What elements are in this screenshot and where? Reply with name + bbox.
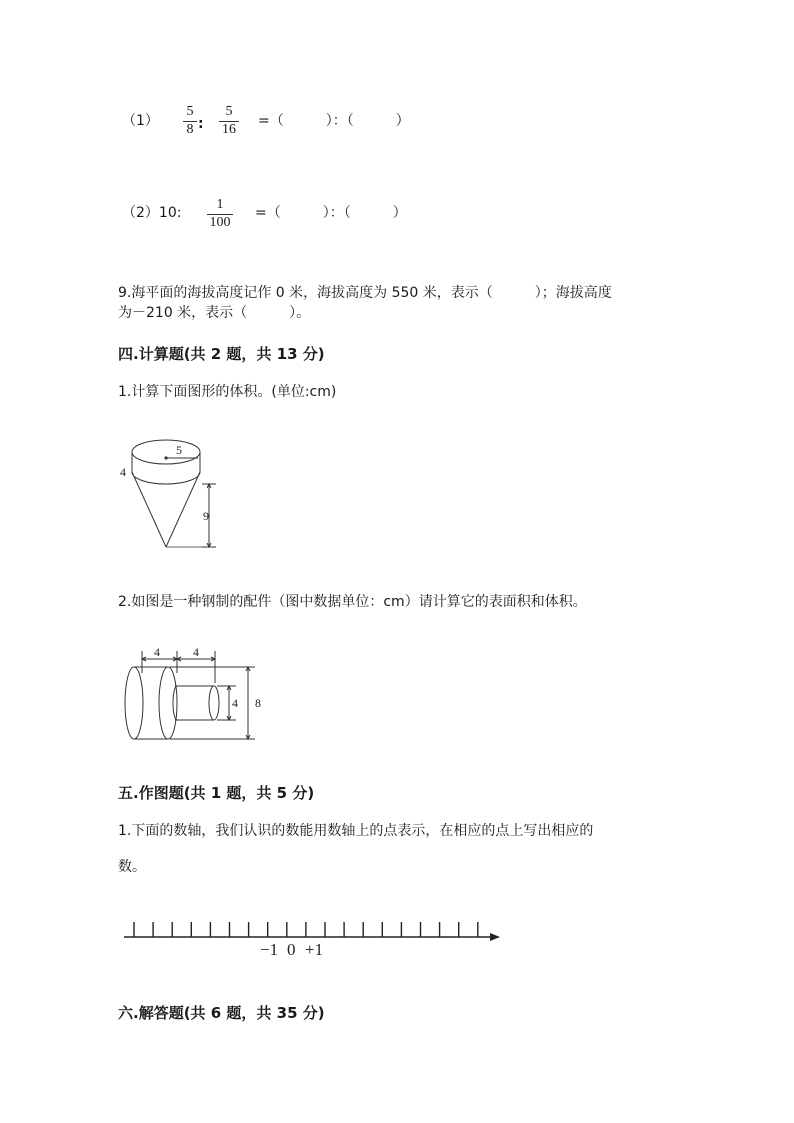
ratio1-label: （1） bbox=[122, 113, 159, 129]
q9-line-1: 9.海平面的海拔高度记作 0 米，海拔高度为 550 米，表示（ ）；海拔高度 bbox=[118, 285, 612, 301]
ratio1-fraction-2 bbox=[219, 105, 239, 137]
section5-q1-line-1: 1.下面的数轴，我们认识的数能用数轴上的点表示，在相应的点上写出相应的 bbox=[118, 823, 594, 839]
ratio2-frac-numerator: 1 bbox=[216, 197, 224, 212]
number-line-ticks bbox=[134, 922, 478, 937]
fig2-right-width-label: 4 bbox=[193, 645, 199, 659]
section6-heading: 六.解答题(共 6 题，共 35 分) bbox=[118, 1004, 325, 1022]
fig1-height-label: 4 bbox=[120, 465, 126, 479]
ratio2-fraction bbox=[207, 198, 233, 230]
section5-heading: 五.作图题(共 1 题，共 5 分) bbox=[118, 784, 315, 802]
ratio1-frac1-numerator: 5 bbox=[186, 104, 194, 119]
section5-q1-line-2: 数。 bbox=[118, 859, 146, 875]
fig1-cone-height-label: 9 bbox=[203, 509, 209, 523]
number-line bbox=[118, 918, 508, 960]
ratio2-answer-blanks[interactable]: =（ ）：（ ） bbox=[255, 205, 407, 221]
ratio1-frac1-denominator: 8 bbox=[186, 122, 194, 137]
ratio1-separator: : bbox=[198, 116, 204, 132]
number-line-arrow-icon bbox=[490, 933, 500, 941]
number-line-label-minus-one[interactable]: −1 bbox=[260, 940, 279, 959]
fig2-left-width-label: 4 bbox=[154, 645, 160, 659]
ratio1-answer-blanks[interactable]: =（ ）：（ ） bbox=[258, 113, 410, 129]
steel-part-figure bbox=[118, 643, 278, 748]
cylinder-cone-figure bbox=[112, 430, 222, 555]
ratio2-frac-denominator: 100 bbox=[209, 215, 231, 230]
ratio2-label: （2）10: bbox=[122, 205, 182, 221]
ratio1-frac2-denominator: 16 bbox=[222, 122, 236, 137]
section4-heading: 四.计算题(共 2 题，共 13 分) bbox=[118, 345, 325, 363]
q9-line-2: 为－210 米，表示（ ）。 bbox=[118, 305, 311, 321]
fig1-radius-label: 5 bbox=[176, 443, 182, 457]
fig2-inner-diameter-label: 4 bbox=[232, 696, 238, 710]
section4-q2-text: 2.如图是一种钢制的配件（图中数据单位：cm）请计算它的表面积和体积。 bbox=[118, 594, 587, 610]
ratio1-frac2-numerator: 5 bbox=[225, 104, 233, 119]
number-line-label-plus-one[interactable]: +1 bbox=[305, 940, 324, 959]
section4-q1-text: 1.计算下面图形的体积。(单位:cm) bbox=[118, 384, 337, 400]
ratio1-fraction-1 bbox=[183, 105, 197, 137]
fig2-outer-diameter-label: 8 bbox=[255, 696, 261, 710]
number-line-label-zero[interactable]: 0 bbox=[287, 940, 296, 959]
